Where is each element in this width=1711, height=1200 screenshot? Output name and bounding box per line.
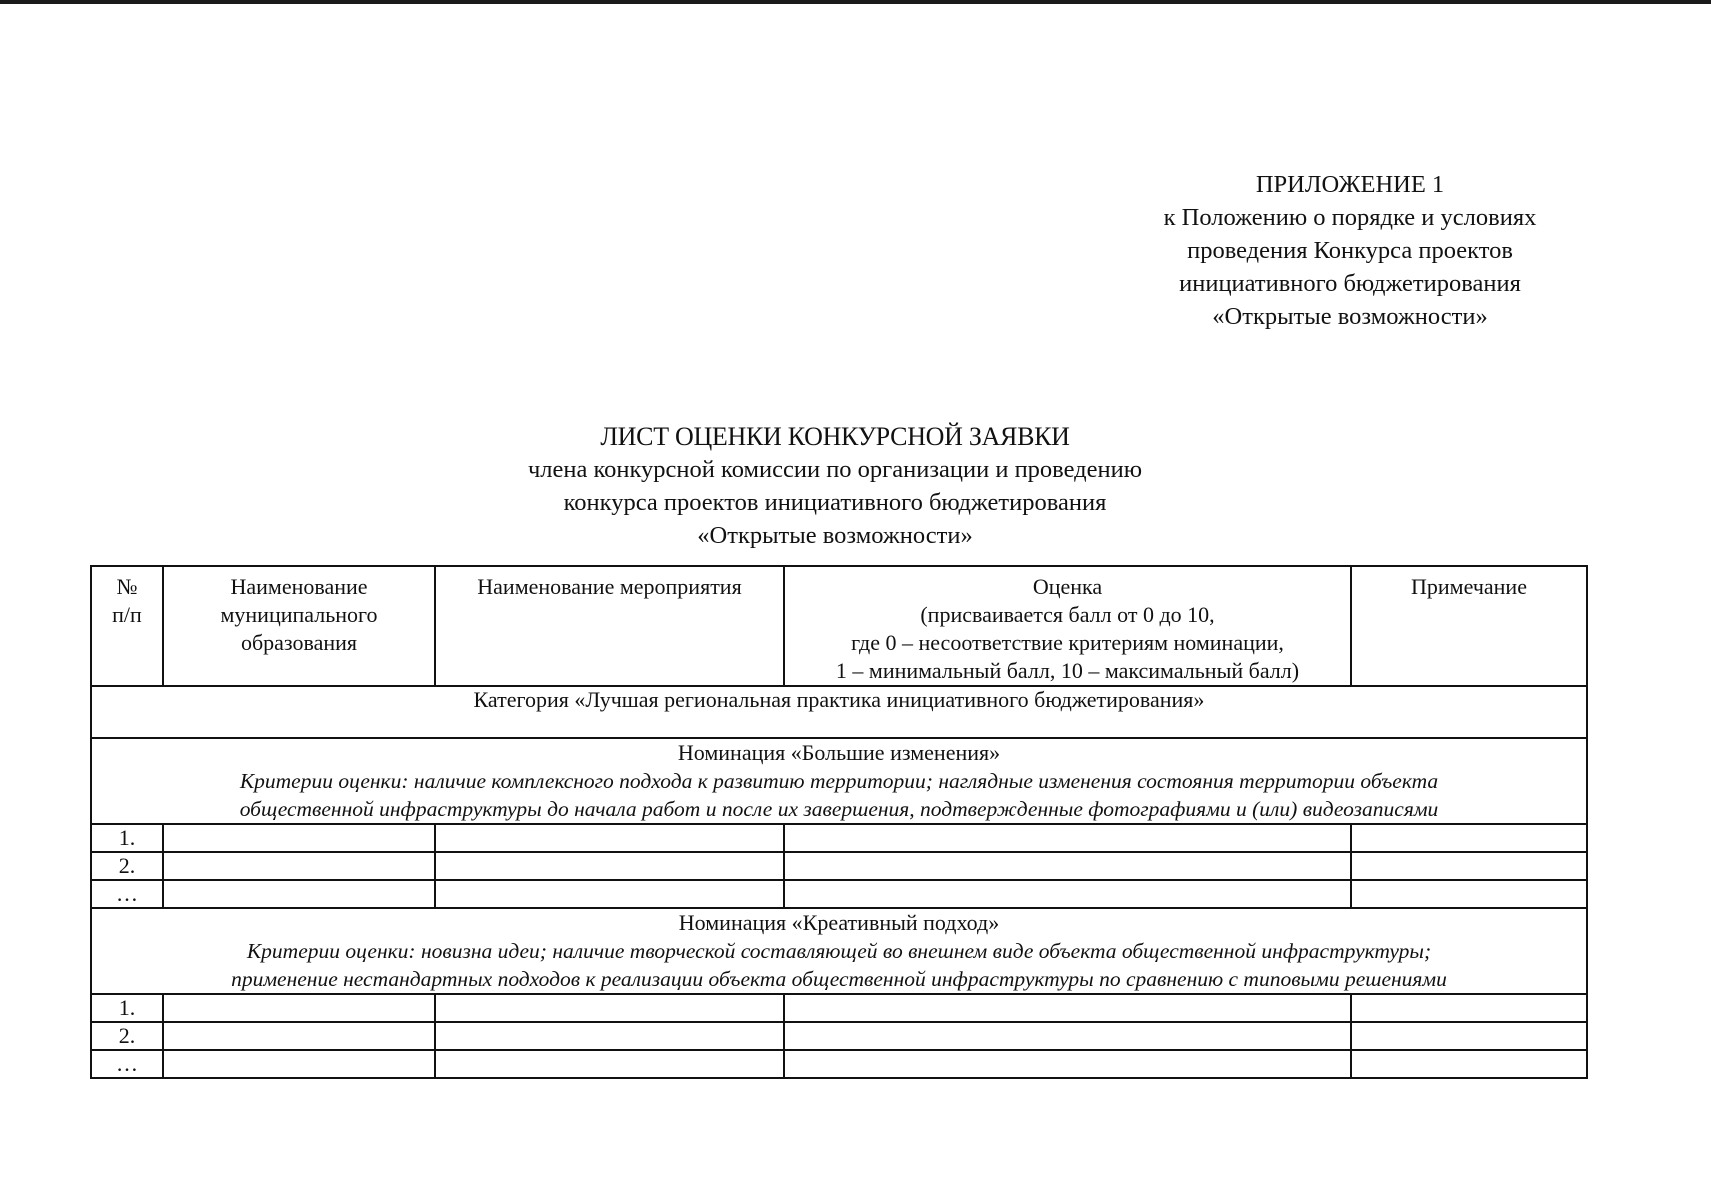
header-text: где 0 – несоответствие критериям номинации, xyxy=(851,630,1284,655)
row-number: … xyxy=(91,1050,163,1078)
header-text: Наименование xyxy=(230,574,368,599)
nomination-criteria: общественной инфраструктуры до начала работ и после их завершения, подтвержденные фотографиями и (или) видеозаписями xyxy=(239,797,1439,821)
row-number: 1. xyxy=(91,824,163,852)
row-number: 2. xyxy=(91,852,163,880)
nomination-criteria: применение нестандартных подходов к реализации объекта общественной инфраструктуры по сравнению с типовыми решениями xyxy=(231,967,1447,991)
title-subline: конкурса проектов инициативного бюджетирования xyxy=(563,489,1107,516)
table-row xyxy=(91,1050,1587,1078)
nomination-row xyxy=(91,738,1587,824)
appendix-line: инициативного бюджетирования xyxy=(1179,270,1521,297)
nomination-cell xyxy=(91,738,1587,824)
category-row xyxy=(91,686,1587,738)
note-cell[interactable] xyxy=(1351,994,1587,1022)
score-cell[interactable] xyxy=(784,852,1351,880)
appendix-block xyxy=(1100,168,1600,333)
municipality-cell[interactable] xyxy=(163,1022,435,1050)
nomination-title: Номинация «Креативный подход» xyxy=(678,910,1000,935)
score-cell[interactable] xyxy=(784,1050,1351,1078)
note-cell[interactable] xyxy=(1351,1022,1587,1050)
municipality-cell[interactable] xyxy=(163,852,435,880)
header-text: Примечание xyxy=(1411,574,1527,599)
score-cell[interactable] xyxy=(784,1022,1351,1050)
table-row xyxy=(91,880,1587,908)
table-row xyxy=(91,852,1587,880)
evaluation-table xyxy=(90,565,1588,1079)
title-subline: «Открытые возможности» xyxy=(697,522,973,549)
note-cell[interactable] xyxy=(1351,1050,1587,1078)
header-row xyxy=(91,566,1587,686)
table-row xyxy=(91,994,1587,1022)
row-number: … xyxy=(91,880,163,908)
note-cell[interactable] xyxy=(1351,824,1587,852)
activity-cell[interactable] xyxy=(435,852,784,880)
table-row xyxy=(91,1022,1587,1050)
appendix-line: к Положению о порядке и условиях xyxy=(1163,204,1537,231)
activity-cell[interactable] xyxy=(435,824,784,852)
header-text: № xyxy=(116,574,138,599)
header-score xyxy=(784,566,1351,686)
activity-cell[interactable] xyxy=(435,880,784,908)
nomination-criteria: Критерии оценки: наличие комплексного подхода к развитию территории; наглядные изменения состояния территории объекта xyxy=(239,769,1439,793)
nomination-cell xyxy=(91,908,1587,994)
header-text: муниципального xyxy=(220,602,378,627)
note-cell[interactable] xyxy=(1351,880,1587,908)
category-label: Категория «Лучшая региональная практика инициативного бюджетирования» xyxy=(91,686,1587,738)
header-number xyxy=(91,566,163,686)
header-text: Наименование мероприятия xyxy=(477,574,742,599)
page-top-border xyxy=(0,0,1711,4)
table-row xyxy=(91,824,1587,852)
score-cell[interactable] xyxy=(784,824,1351,852)
title-subline: члена конкурсной комиссии по организации и проведению xyxy=(527,456,1143,483)
nomination-criteria: Критерии оценки: новизна идеи; наличие творческой составляющей во внешнем виде объекта общественной инфраструктуры; xyxy=(246,939,1432,963)
activity-cell[interactable] xyxy=(435,994,784,1022)
title-main: ЛИСТ ОЦЕНКИ КОНКУРСНОЙ ЗАЯВКИ xyxy=(600,422,1070,451)
row-number: 2. xyxy=(91,1022,163,1050)
score-cell[interactable] xyxy=(784,880,1351,908)
municipality-cell[interactable] xyxy=(163,880,435,908)
row-number: 1. xyxy=(91,994,163,1022)
nomination-row xyxy=(91,908,1587,994)
header-note xyxy=(1351,566,1587,686)
header-text: п/п xyxy=(112,602,142,627)
municipality-cell[interactable] xyxy=(163,1050,435,1078)
appendix-line: ПРИЛОЖЕНИЕ 1 xyxy=(1255,171,1445,198)
header-text: Оценка xyxy=(1032,574,1103,599)
activity-cell[interactable] xyxy=(435,1022,784,1050)
appendix-line: проведения Конкурса проектов xyxy=(1187,237,1513,264)
header-text: (присваивается балл от 0 до 10, xyxy=(920,602,1215,627)
header-activity xyxy=(435,566,784,686)
header-text: 1 – минимальный балл, 10 – максимальный балл) xyxy=(835,658,1300,683)
note-cell[interactable] xyxy=(1351,852,1587,880)
municipality-cell[interactable] xyxy=(163,994,435,1022)
header-municipality xyxy=(163,566,435,686)
nomination-title: Номинация «Большие изменения» xyxy=(677,740,1001,765)
appendix-line: «Открытые возможности» xyxy=(1212,303,1488,330)
header-text: образования xyxy=(240,630,358,655)
activity-cell[interactable] xyxy=(435,1050,784,1078)
document-title xyxy=(260,420,1410,552)
municipality-cell[interactable] xyxy=(163,824,435,852)
score-cell[interactable] xyxy=(784,994,1351,1022)
